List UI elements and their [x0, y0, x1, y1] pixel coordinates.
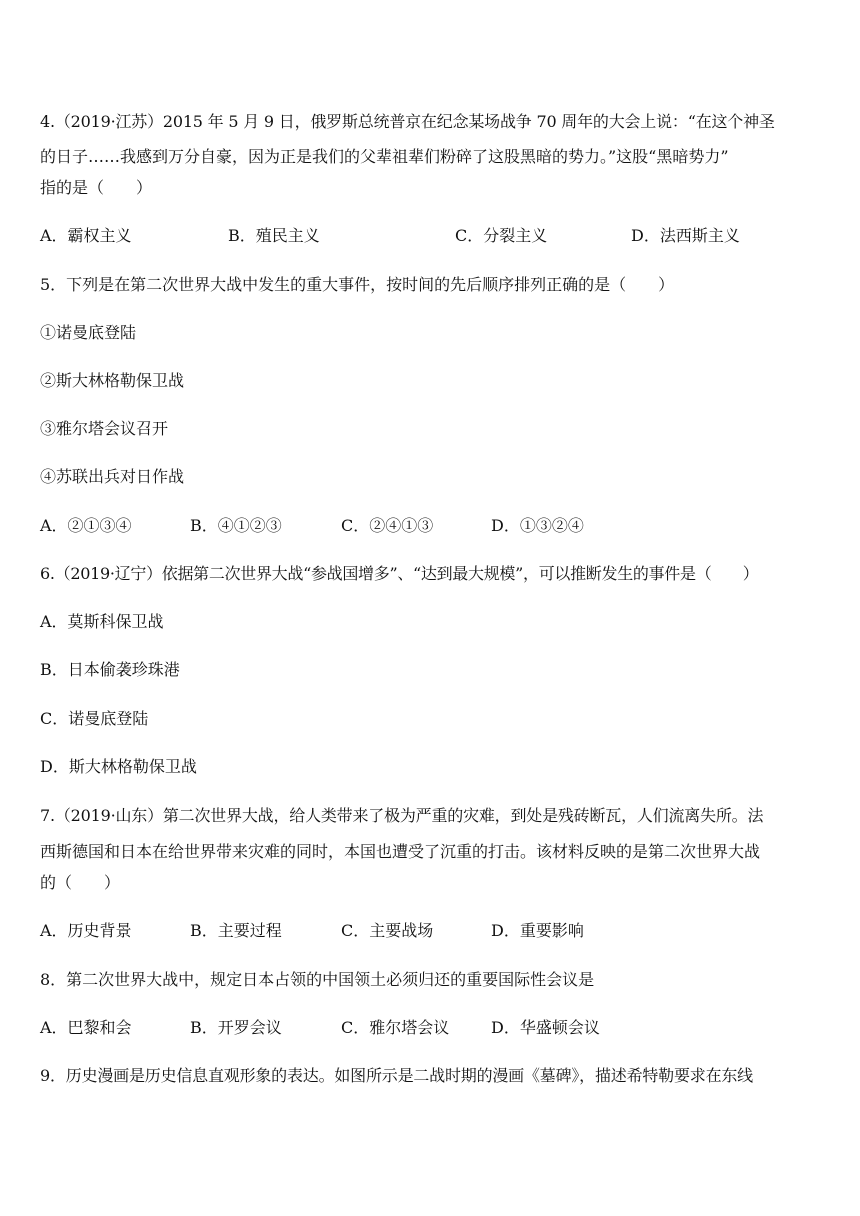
q4-option-c: C．分裂主义: [455, 226, 548, 245]
q8-options: [40, 1018, 820, 1038]
q7-stem-line2: 西斯德国和日本在给世界带来灾难的同时，本国也遭受了沉重的打击。该材料反映的是第二次世界大战: [40, 842, 761, 861]
q4-option-a: A．霸权主义: [40, 226, 132, 245]
q6-option-b: B．日本偷袭珍珠港: [40, 660, 180, 679]
q9-stem-line1: 9．历史漫画是历史信息直观形象的表达。如图所示是二战时期的漫画《墓碑》，描述希特勒要求在东线: [40, 1066, 753, 1085]
q7-option-b: B．主要过程: [190, 921, 282, 940]
q6-stem: 6.（2019·辽宁）依据第二次世界大战“参战国增多”、“达到最大规模”，可以推断发生的事件是（ ）: [40, 564, 759, 583]
q7-option-d: D．重要影响: [491, 921, 584, 940]
q7-option-a: A．历史背景: [40, 921, 132, 940]
q7-stem-line1: 7.（2019·山东）第二次世界大战，给人类带来了极为严重的灾难，到处是残砖断瓦，人们流离失所。法: [40, 806, 764, 825]
q5-options: [40, 516, 820, 536]
q5-item-4: ④苏联出兵对日作战: [40, 467, 185, 486]
q8-option-d: D．华盛顿会议: [491, 1018, 600, 1037]
q5-item-3: ③雅尔塔会议召开: [40, 419, 169, 438]
q5-item-2: ②斯大林格勒保卫战: [40, 371, 185, 390]
q8-stem: 8．第二次世界大战中，规定日本占领的中国领土必须归还的重要国际性会议是: [40, 970, 595, 989]
q8-option-a: A．巴黎和会: [40, 1018, 132, 1037]
q6-option-c: C．诺曼底登陆: [40, 709, 149, 728]
q8-option-b: B．开罗会议: [190, 1018, 282, 1037]
q7-stem-line3: 的（ ）: [40, 873, 121, 892]
q7-option-c: C．主要战场: [341, 921, 434, 940]
q5-option-c: C．②④①③: [341, 516, 434, 535]
q5-option-a: A．②①③④: [40, 516, 132, 535]
q8-option-c: C．雅尔塔会议: [341, 1018, 450, 1037]
q4-stem-line3: 指的是（ ）: [40, 178, 153, 197]
q5-stem: 5．下列是在第二次世界大战中发生的重大事件，按时间的先后顺序排列正确的是（ ）: [40, 275, 675, 294]
q5-option-b: B．④①②③: [190, 516, 282, 535]
q4-option-b: B．殖民主义: [228, 226, 320, 245]
q4-stem-line2: 的日子……我感到万分自豪，因为正是我们的父辈祖辈们粉碎了这股黑暗的势力。”这股“黑暗势力”: [40, 147, 729, 166]
q6-option-a: A．莫斯科保卫战: [40, 612, 164, 631]
q4-stem-line1: 4.（2019·江苏）2015 年 5 月 9 日，俄罗斯总统普京在纪念某场战争 70 周年的大会上说：“在这个神圣: [40, 112, 775, 131]
q4-options: [40, 226, 820, 246]
q6-option-d: D．斯大林格勒保卫战: [40, 757, 197, 776]
q7-options: [40, 921, 820, 941]
q5-option-d: D．①③②④: [491, 516, 584, 535]
q5-item-1: ①诺曼底登陆: [40, 323, 137, 342]
q4-option-d: D．法西斯主义: [631, 226, 740, 245]
